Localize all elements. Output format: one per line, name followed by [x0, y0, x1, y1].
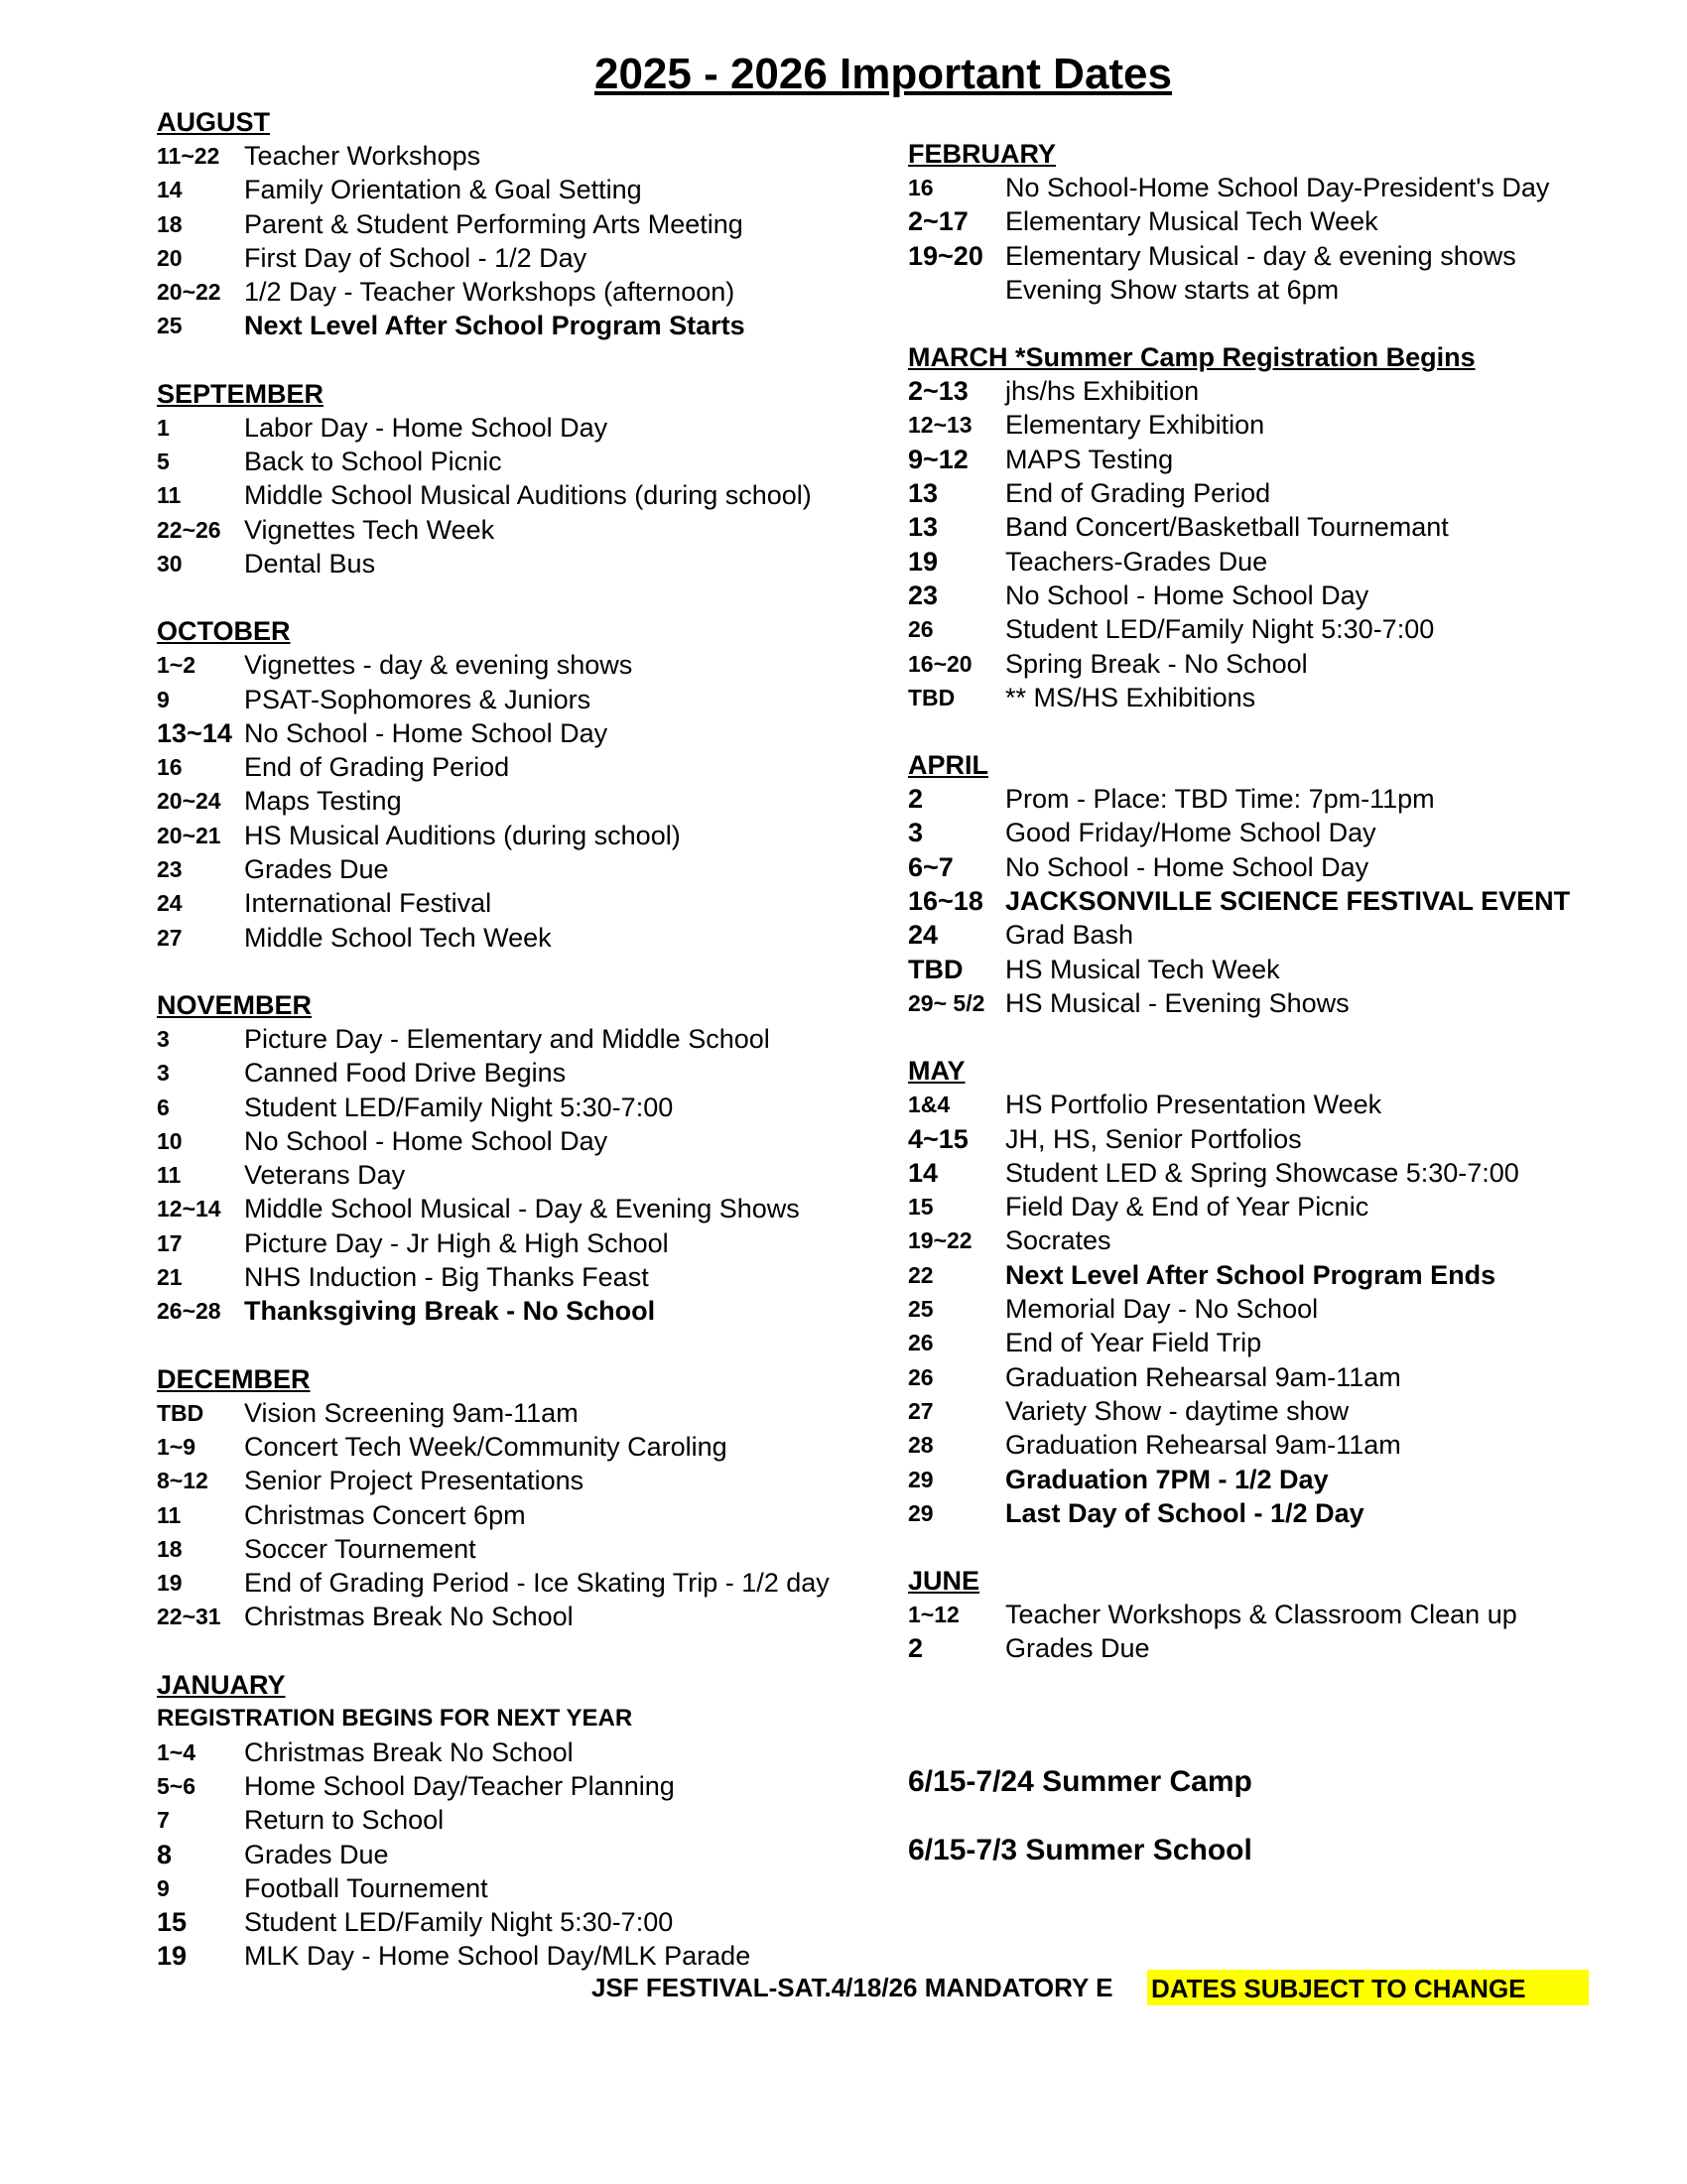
- event-text: Next Level After School Program Ends: [1005, 1259, 1496, 1290]
- date-value: 13~14: [157, 717, 232, 748]
- date-value: 16~18: [908, 886, 983, 917]
- date-value: 22~31: [157, 1604, 221, 1630]
- month-heading: SEPTEMBER: [157, 378, 324, 409]
- date-row: [157, 1158, 911, 1192]
- date-value: 2~17: [908, 206, 969, 237]
- date-value: 11: [157, 1501, 182, 1528]
- date-value: 20~21: [157, 822, 221, 848]
- date-row: [157, 683, 911, 716]
- date-row: [908, 918, 1603, 952]
- date-row: [157, 1464, 911, 1497]
- month-section: [157, 614, 911, 955]
- month-heading: FEBRUARY: [908, 139, 1057, 169]
- date-row: [908, 1326, 1603, 1359]
- date-row: [908, 647, 1603, 681]
- date-row: [908, 986, 1603, 1020]
- event-text: Vignettes Tech Week: [244, 514, 495, 545]
- date-row: [908, 1292, 1603, 1326]
- date-row: [908, 510, 1603, 544]
- month-heading: JANUARY: [157, 1669, 286, 1700]
- date-value: 29: [908, 1499, 934, 1526]
- event-text: Christmas Break No School: [244, 1602, 574, 1632]
- event-text: Next Level After School Program Starts: [244, 311, 745, 341]
- date-value: 4~15: [908, 1123, 969, 1154]
- date-row: [908, 578, 1603, 612]
- date-row: [157, 1600, 911, 1633]
- event-text: PSAT-Sophomores & Juniors: [244, 684, 591, 714]
- date-row: [157, 1226, 911, 1260]
- event-text: Student LED & Spring Showcase 5:30-7:00: [1005, 1157, 1519, 1188]
- event-text: JH, HS, Senior Portfolios: [1005, 1123, 1302, 1154]
- month-heading: JUNE: [908, 1566, 980, 1597]
- event-text: Grad Bash: [1005, 920, 1134, 951]
- date-row: [157, 1192, 911, 1225]
- date-value: 26: [908, 616, 934, 643]
- date-value: 3: [157, 1025, 170, 1052]
- date-value: 13: [908, 512, 939, 543]
- date-value: TBD: [157, 1399, 204, 1426]
- date-row: [157, 1430, 911, 1464]
- date-row: [908, 1598, 1603, 1631]
- event-text: Student LED/Family Night 5:30-7:00: [244, 1092, 674, 1122]
- date-value: 14: [908, 1157, 939, 1188]
- event-text: No School - Home School Day: [1005, 579, 1369, 610]
- event-text: First Day of School - 1/2 Day: [244, 242, 587, 273]
- date-row: [157, 173, 911, 206]
- date-row: [157, 241, 911, 275]
- month-heading: NOVEMBER: [157, 989, 313, 1020]
- event-text: End of Year Field Trip: [1005, 1328, 1262, 1358]
- date-value: 19~22: [908, 1227, 973, 1254]
- date-value: 1~2: [157, 652, 196, 679]
- event-text: HS Portfolio Presentation Week: [1005, 1090, 1382, 1120]
- date-row: [908, 1156, 1603, 1190]
- date-row: [157, 275, 911, 309]
- event-text: Middle School Tech Week: [244, 922, 552, 953]
- month-heading: AUGUST: [157, 107, 270, 137]
- date-row: [157, 1022, 911, 1056]
- left-column: [157, 105, 911, 2007]
- event-text: Grades Due: [1005, 1633, 1150, 1664]
- date-value: TBD: [908, 954, 964, 984]
- event-text: Grades Due: [244, 1839, 389, 1869]
- summer-school-dates: 6/15-7/3 Summer School: [908, 1834, 1252, 1866]
- date-value: 18: [157, 210, 183, 237]
- date-row: [157, 1091, 911, 1124]
- event-text: Graduation Rehearsal 9am-11am: [1005, 1430, 1401, 1461]
- event-text: Memorial Day - No School: [1005, 1294, 1319, 1325]
- event-text: Band Concert/Basketball Tournemant: [1005, 512, 1449, 543]
- event-text: MAPS Testing: [1005, 444, 1174, 474]
- month-section: [157, 988, 911, 1329]
- date-row: [157, 445, 911, 478]
- event-text: No School - Home School Day: [244, 717, 608, 748]
- date-row: [908, 171, 1603, 204]
- date-value: 17: [157, 1229, 183, 1256]
- date-value: 1~12: [908, 1602, 960, 1628]
- date-value: 23: [157, 856, 183, 883]
- event-text: Senior Project Presentations: [244, 1466, 584, 1496]
- date-value: 5: [157, 449, 170, 475]
- month-section: [908, 1054, 1603, 1530]
- date-row: [157, 139, 911, 173]
- event-text: HS Musical Auditions (during school): [244, 820, 681, 850]
- date-value: 15: [908, 1194, 934, 1220]
- event-text: Teacher Workshops: [244, 141, 481, 171]
- date-row: [908, 1463, 1603, 1496]
- date-value: 16~20: [908, 650, 973, 677]
- date-row: [157, 1396, 911, 1430]
- date-row: [157, 1566, 911, 1600]
- event-text: Middle School Musical - Day & Evening Shows: [244, 1194, 800, 1224]
- event-text: Field Day & End of Year Picnic: [1005, 1192, 1369, 1222]
- date-row: [157, 513, 911, 547]
- date-value: 6: [157, 1093, 170, 1120]
- event-text: Maps Testing: [244, 786, 402, 817]
- date-value: 25: [157, 313, 183, 339]
- date-value: 21: [157, 1264, 183, 1291]
- date-value: 26: [908, 1363, 934, 1390]
- date-row: [157, 1803, 911, 1837]
- event-text: Dental Bus: [244, 548, 376, 578]
- date-row: [908, 782, 1603, 816]
- date-value: 15: [157, 1907, 188, 1938]
- event-text: JACKSONVILLE SCIENCE FESTIVAL EVENT: [1005, 886, 1571, 917]
- date-row: [908, 1394, 1603, 1428]
- date-row: [908, 1190, 1603, 1223]
- date-row: [157, 1294, 911, 1328]
- month-heading: DECEMBER: [157, 1363, 311, 1394]
- event-text: 1/2 Day - Teacher Workshops (afternoon): [244, 277, 735, 308]
- event-text: ** MS/HS Exhibitions: [1005, 682, 1256, 712]
- summer-camp-dates: 6/15-7/24 Summer Camp: [908, 1765, 1252, 1798]
- date-row: [908, 545, 1603, 578]
- date-value: 9: [157, 1874, 170, 1901]
- event-text: Parent & Student Performing Arts Meeting: [244, 208, 743, 239]
- event-text: Student LED/Family Night 5:30-7:00: [1005, 614, 1435, 645]
- date-row: [157, 1498, 911, 1532]
- date-row: [157, 1838, 911, 1871]
- event-text: Home School Day/Teacher Planning: [244, 1770, 675, 1801]
- date-row: [908, 1088, 1603, 1121]
- date-value: 19: [908, 546, 939, 577]
- event-text: Middle School Musical Auditions (during school): [244, 480, 812, 511]
- date-row: [908, 681, 1603, 714]
- date-row: [908, 1122, 1603, 1156]
- event-text: Graduation Rehearsal 9am-11am: [1005, 1361, 1401, 1392]
- date-row: [908, 1223, 1603, 1257]
- month-section: [157, 1362, 911, 1634]
- date-value: 1: [157, 414, 170, 441]
- event-text: Student LED/Family Night 5:30-7:00: [244, 1907, 674, 1938]
- footer-highlight: [1147, 1970, 1589, 2005]
- event-text: NHS Induction - Big Thanks Feast: [244, 1262, 649, 1293]
- date-value: 12~13: [908, 412, 973, 439]
- month-heading: MARCH *Summer Camp Registration Begins: [908, 342, 1476, 373]
- event-text: Evening Show starts at 6pm: [1005, 274, 1340, 305]
- date-row: [908, 1631, 1603, 1665]
- date-value: 9~12: [908, 444, 969, 474]
- event-text: No School-Home School Day-President's Day: [1005, 173, 1550, 202]
- date-value: 14: [157, 177, 183, 203]
- month-section: [908, 137, 1603, 307]
- date-value: 3: [908, 818, 924, 848]
- date-value: [908, 273, 1005, 307]
- event-text: Return to School: [244, 1805, 445, 1836]
- event-text: Concert Tech Week/Community Caroling: [244, 1431, 727, 1462]
- date-row: [908, 204, 1603, 238]
- date-value: 20~22: [157, 279, 221, 306]
- date-value: 22: [908, 1261, 934, 1288]
- date-value: 12~14: [157, 1196, 221, 1222]
- event-text: Graduation 7PM - 1/2 Day: [1005, 1464, 1329, 1494]
- month-section: [908, 1564, 1603, 1666]
- event-text: Last Day of School - 1/2 Day: [1005, 1497, 1364, 1528]
- date-value: 5~6: [157, 1772, 196, 1799]
- date-row: [908, 1428, 1603, 1462]
- event-text: HS Musical - Evening Shows: [1005, 987, 1350, 1018]
- date-value: 7: [157, 1807, 170, 1834]
- event-text: End of Grading Period: [1005, 478, 1271, 509]
- month-section: [157, 1668, 911, 1974]
- page-title: 2025 - 2026 Important Dates: [593, 50, 1173, 98]
- date-row: [908, 850, 1603, 884]
- date-row: [157, 1260, 911, 1294]
- date-row: [157, 1871, 911, 1905]
- event-text: End of Grading Period: [244, 752, 510, 783]
- month-section: [157, 377, 911, 580]
- event-text: Back to School Picnic: [244, 447, 502, 477]
- date-row: [157, 547, 911, 580]
- date-value: 10: [157, 1127, 183, 1154]
- event-text: Thanksgiving Break - No School: [244, 1296, 656, 1327]
- event-text: Christmas Concert 6pm: [244, 1499, 526, 1530]
- date-value: 11~22: [157, 143, 220, 169]
- event-text: End of Grading Period - Ice Skating Trip - 1/2 day: [244, 1568, 830, 1599]
- event-text: Prom - Place: TBD Time: 7pm-11pm: [1005, 784, 1435, 815]
- date-row: [157, 716, 911, 750]
- date-value: 8: [157, 1839, 173, 1869]
- event-text: Picture Day - Elementary and Middle School: [244, 1023, 770, 1054]
- date-value: 1~9: [157, 1433, 196, 1460]
- date-row: [157, 819, 911, 852]
- event-text: Picture Day - Jr High & High School: [244, 1227, 669, 1258]
- date-value: 26~28: [157, 1298, 221, 1325]
- event-text: MLK Day - Home School Day/MLK Parade: [244, 1941, 751, 1972]
- date-value: 24: [908, 920, 939, 951]
- event-text: No School - Home School Day: [244, 1125, 608, 1156]
- date-value: 19: [157, 1570, 183, 1597]
- date-row: [157, 852, 911, 886]
- date-value: 19~20: [908, 240, 983, 271]
- date-value: 23: [908, 579, 939, 610]
- date-row: [157, 921, 911, 955]
- date-value: 11: [157, 482, 182, 509]
- footer-note: JSF FESTIVAL-SAT.4/18/26 MANDATORY E: [591, 1973, 1113, 2002]
- date-row: [157, 750, 911, 784]
- date-row: [908, 953, 1603, 986]
- date-row: [908, 1360, 1603, 1394]
- date-value: 13: [908, 478, 939, 509]
- date-row: [157, 309, 911, 342]
- event-text: Spring Break - No School: [1005, 648, 1308, 679]
- event-text: Canned Food Drive Begins: [244, 1058, 567, 1089]
- event-text: Good Friday/Home School Day: [1005, 818, 1376, 848]
- date-row: [157, 1939, 911, 1973]
- month-section: [908, 340, 1603, 714]
- date-value: 16: [908, 175, 934, 200]
- event-text: Teacher Workshops & Classroom Clean up: [1005, 1600, 1517, 1630]
- event-text: Soccer Tournement: [244, 1533, 476, 1564]
- date-row: [157, 1769, 911, 1803]
- date-value: 24: [157, 890, 183, 917]
- date-value: 2: [908, 1633, 924, 1664]
- month-section: [908, 748, 1603, 1020]
- date-row: [157, 207, 911, 241]
- event-text: No School - Home School Day: [1005, 851, 1369, 882]
- month-section: [157, 105, 911, 343]
- month-subheading: REGISTRATION BEGINS FOR NEXT YEAR: [157, 1704, 633, 1732]
- event-text: Elementary Musical Tech Week: [1005, 206, 1378, 237]
- date-value: 18: [157, 1535, 183, 1562]
- date-value: 3: [157, 1060, 170, 1087]
- date-row: [908, 408, 1603, 442]
- date-row: [908, 443, 1603, 476]
- date-row: [157, 1532, 911, 1566]
- event-text: Teachers-Grades Due: [1005, 546, 1268, 577]
- date-value: 29: [908, 1466, 934, 1492]
- date-row: [157, 1905, 911, 1939]
- date-row: [157, 478, 911, 512]
- date-value: 2: [908, 784, 924, 815]
- date-value: 30: [157, 550, 183, 577]
- date-value: 6~7: [908, 851, 954, 882]
- date-row: [157, 784, 911, 818]
- event-text: Family Orientation & Goal Setting: [244, 175, 642, 205]
- date-row: [157, 1124, 911, 1158]
- date-value: 27: [157, 924, 183, 951]
- date-value: 28: [908, 1432, 934, 1459]
- date-row: [908, 374, 1603, 408]
- date-value: 25: [908, 1296, 934, 1323]
- date-row: [908, 476, 1603, 510]
- date-value: 29~ 5/2: [908, 989, 985, 1016]
- date-value: 22~26: [157, 516, 221, 543]
- month-heading: OCTOBER: [157, 616, 291, 647]
- date-row: [157, 411, 911, 445]
- date-value: 2~13: [908, 376, 969, 407]
- date-row: [908, 816, 1603, 849]
- date-row: [908, 1258, 1603, 1292]
- date-value: 11: [157, 1162, 182, 1189]
- event-text: International Festival: [244, 888, 492, 919]
- date-value: TBD: [908, 684, 956, 710]
- date-row: [157, 1056, 911, 1090]
- right-column: [908, 137, 1603, 1700]
- event-text: Christmas Break No School: [244, 1736, 574, 1767]
- month-heading: MAY: [908, 1056, 966, 1087]
- date-row: [908, 1496, 1603, 1530]
- event-text: HS Musical Tech Week: [1005, 954, 1280, 984]
- event-text: Socrates: [1005, 1225, 1111, 1256]
- event-text: Vignettes - day & evening shows: [244, 650, 633, 681]
- date-value: 19: [157, 1941, 188, 1972]
- event-text: Elementary Exhibition: [1005, 410, 1265, 441]
- event-text: jhs/hs Exhibition: [1005, 376, 1200, 407]
- event-text: Football Tournement: [244, 1872, 488, 1903]
- dates-subject-to-change: DATES SUBJECT TO CHANGE: [1151, 1974, 1526, 2003]
- date-row: [157, 886, 911, 920]
- date-row: [157, 648, 911, 682]
- month-heading: APRIL: [908, 750, 988, 781]
- date-value: 26: [908, 1330, 934, 1356]
- date-row: [908, 273, 1603, 307]
- date-row: [908, 239, 1603, 273]
- event-text: Variety Show - daytime show: [1005, 1395, 1350, 1426]
- event-text: Vision Screening 9am-11am: [244, 1397, 579, 1428]
- date-row: [157, 1735, 911, 1769]
- event-text: Veterans Day: [244, 1160, 406, 1191]
- date-value: 16: [157, 754, 183, 781]
- date-value: 1&4: [908, 1092, 951, 1118]
- date-value: 20: [157, 244, 183, 271]
- date-value: 20~24: [157, 788, 221, 815]
- date-row: [908, 884, 1603, 918]
- date-value: 9: [157, 686, 170, 712]
- date-value: 8~12: [157, 1468, 208, 1494]
- event-text: Labor Day - Home School Day: [244, 412, 608, 443]
- event-text: Elementary Musical - day & evening shows: [1005, 240, 1516, 271]
- event-text: Grades Due: [244, 854, 389, 885]
- date-row: [908, 612, 1603, 646]
- date-value: 27: [908, 1397, 934, 1424]
- date-value: 1~4: [157, 1738, 196, 1765]
